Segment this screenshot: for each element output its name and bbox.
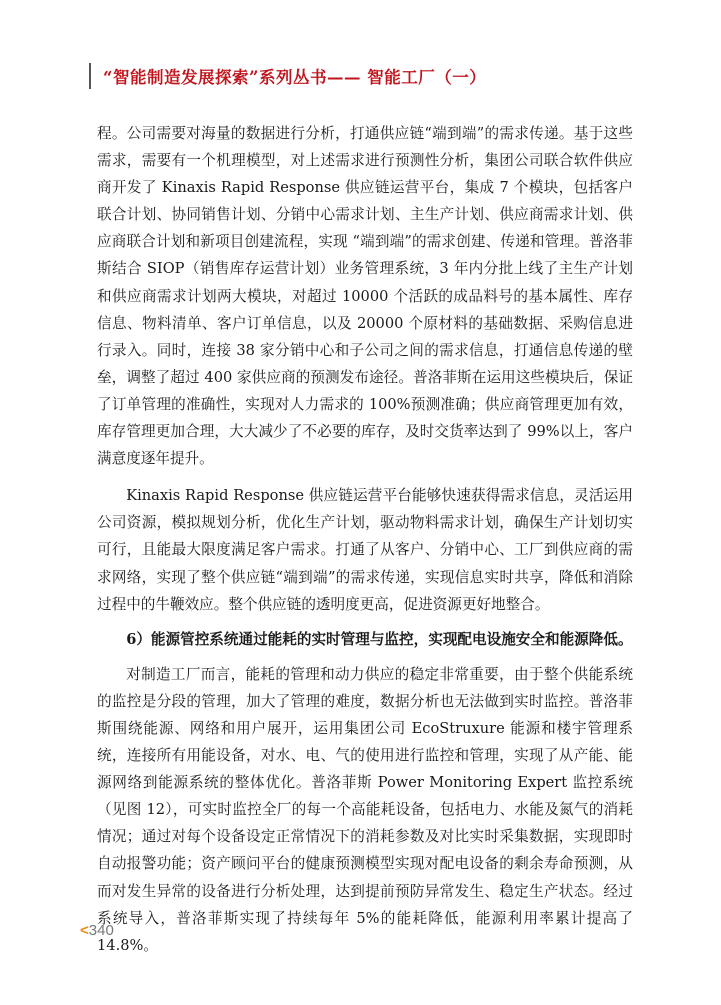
header-divider-bar xyxy=(89,63,91,89)
paragraph-energy-management: 对制造工厂而言，能耗的管理和动力供应的稳定非常重要，由于整个供能系统的监控是分段的管理，加大了管理的难度，数据分析也无法做到实时监控。普洛菲斯围绕能源、网络和用户展开，运用集团公司 EcoStruxure 能源和楼宇管理系统，连接所有用能设备，对水、电、气的使用进行监控和管理，实现了从产能、能源网络到能源系统的整体优化。普洛菲斯 Power Monitoring Expert 监控系统（见图 12），可实时监控全厂的每一个高能耗设备，包括电力、水能及氮气的消耗情况；通过对每个设备设定正常情况下的消耗参数及对比实时采集数据，实现即时自动报警功能；资产顾问平台的健康预测模型实现对配电设备的剩余寿命预测，从而对发生异常的设备进行分析处理，达到提前预防异常发生、稳定生产状态。经过系统导入，普洛菲斯实现了持续每年 5%的能耗降低，能源利用率累计提高了 14.8%。 xyxy=(97,665,633,954)
page-body xyxy=(97,120,633,959)
running-header xyxy=(89,63,486,89)
section-heading: 6）能源管控系统通过能耗的实时管理与监控，实现配电设施安全和能源降低。 xyxy=(126,630,633,648)
page-arrow-icon: < xyxy=(80,922,89,939)
page-number: 340 xyxy=(88,922,114,939)
series-title: “智能制造发展探索”系列丛书—— 智能工厂（一） xyxy=(103,68,487,87)
paragraph-supply-chain: 程。公司需要对海量的数据进行分析，打通供应链“端到端”的需求传递。基于这些需求，需要有一个机理模型，对上述需求进行预测性分析，集团公司联合软件供应商开发了 Kinaxis Rapid Response 供应链运营平台，集成 7 个模块，包括客户联合计划、协同销售计划、分销中心需求计划、主生产计划、供应商需求计划、供应商联合计划和新项目创建流程，实现 “端到端”的需求创建、传递和管理。普洛菲斯结合 SIOP（销售库存运营计划）业务管理系统，3 年内分批上线了主生产计划和供应商需求计划两大模块，对超过 10000 个活跃的成品料号的基本属性、库存信息、物料清单、客户订单信息，以及 20000 个原材料的基础数据、采购信息进行录入。同时，连接 38 家分销中心和子公司之间的需求信息，打通信息传递的壁垒，调整了超过 400 家供应商的预测发布途径。普洛菲斯在运用这些模块后，保证了订单管理的准确性，实现对人力需求的 100%预测准确；供应商管理更加有效，库存管理更加合理，大大减少了不必要的库存，及时交货率达到了 99%以上，客户满意度逐年提升。 xyxy=(97,125,633,468)
paragraph-kinaxis: Kinaxis Rapid Response 供应链运营平台能够快速获得需求信息，灵活运用公司资源，模拟规划分析，优化生产计划，驱动物料需求计划，确保生产计划切实可行，且能最大限度满足客户需求。打通了从客户、分销中心、工厂到供应商的需求网络，实现了整个供应链“端到端”的需求传递，实现信息实时共享，降低和消除过程中的牛鞭效应。整个供应链的透明度更高，促进资源更好地整合。 xyxy=(97,487,633,613)
page-footer xyxy=(80,922,114,939)
